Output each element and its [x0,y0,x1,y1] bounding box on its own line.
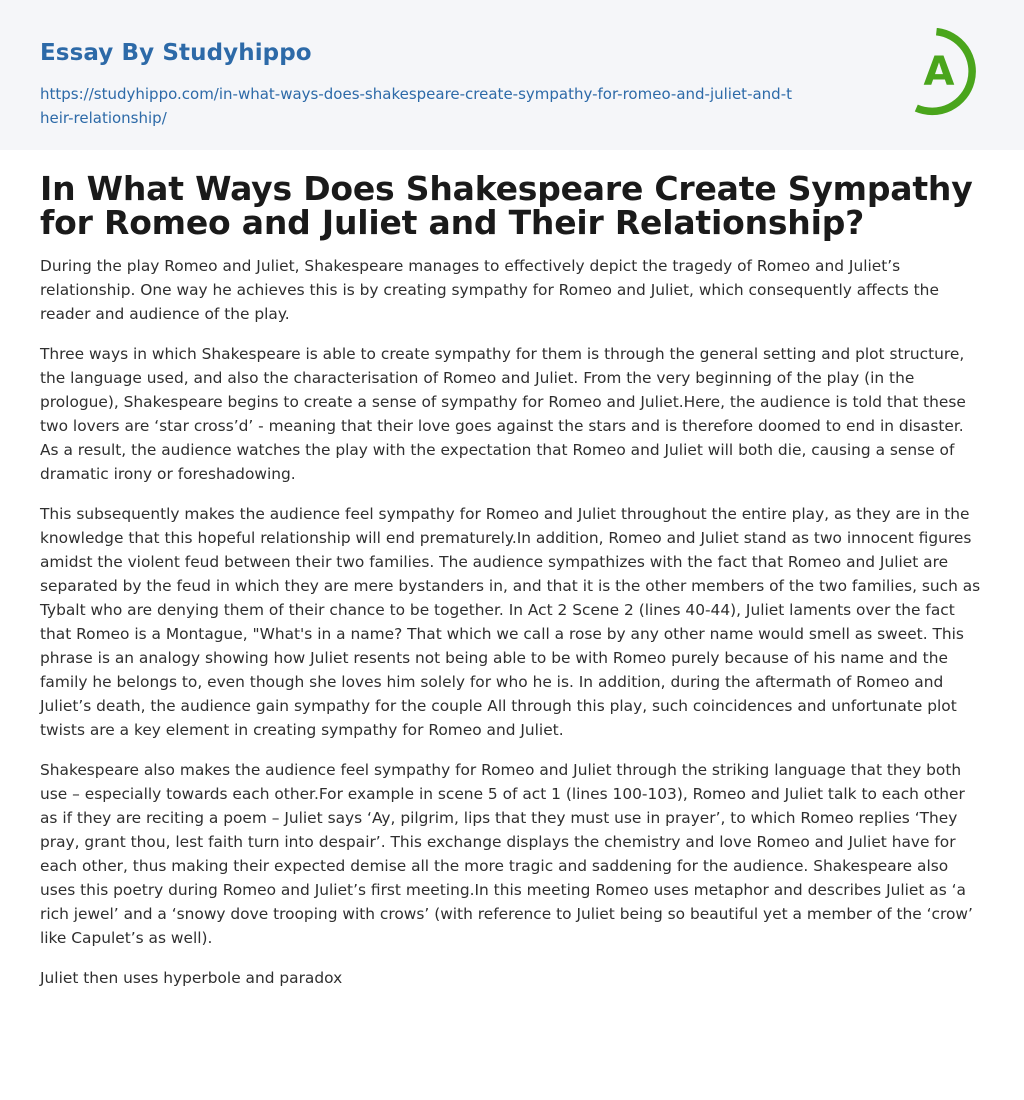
essay-paragraph: This subsequently makes the audience feel sympathy for Romeo and Juliet throughout the entire play, as they are in the knowledge that this hopeful relationship will end prematurely.In addition, Romeo and Juliet stand as two innocent figures amidst the violent feud between their two families. The audience sympathizes with the fact that Romeo and Juliet are separated by the feud in which they are mere bystanders in, and that it is the other members of the two families, such as Tybalt who are denying them of their chance to be together. In Act 2 Scene 2 (lines 40-44), Juliet laments over the fact that Romeo is a Montague, "What's in a name? That which we call a rose by any other name would smell as sweet. This phrase is an analogy showing how Juliet resents not being able to be with Romeo purely because of his name and the family he belongs to, even though she loves him solely for who he is. In addition, during the aftermath of Romeo and Juliet’s death, the audience gain sympathy for the couple All through this play, such coincidences and unfortunate plot twists are a key element in creating sympathy for Romeo and Juliet. [40,505,981,739]
essay-title: In What Ways Does Shakespeare Create Sympathy for Romeo and Juliet and Their Relationship? [40,169,973,242]
site-header [0,0,1024,150]
essay-content [0,169,1024,990]
site-brand[interactable]: Essay By Studyhippo [40,40,312,66]
essay-paragraph: Three ways in which Shakespeare is able to create sympathy for them is through the general setting and plot structure, the language used, and also the characterisation of Romeo and Juliet. From the very beginning of the play (in the prologue), Shakespeare begins to create a sense of sympathy for Romeo and Juliet.Here, the audience is told that these two lovers are ‘star cross’d’ - meaning that their love goes against the stars and is therefore doomed to end in disaster. As a result, the audience watches the play with the expectation that Romeo and Juliet will both die, causing a sense of dramatic irony or foreshadowing. [40,345,966,483]
logo-letter: A [923,49,955,95]
essay-url-link[interactable]: https://studyhippo.com/in-what-ways-does-shakespeare-create-sympathy-for-romeo-and-juliet-and-their-relationship/ [40,85,792,127]
essay-paragraph: During the play Romeo and Juliet, Shakespeare manages to effectively depict the tragedy of Romeo and Juliet’s relationship. One way he achieves this is by creating sympathy for Romeo and Juliet, which consequently affects the reader and audience of the play. [40,257,939,323]
essay-paragraph: Shakespeare also makes the audience feel sympathy for Romeo and Juliet through the striking language that they both use – especially towards each other.For example in scene 5 of act 1 (lines 100-103), Romeo and Juliet talk to each other as if they are reciting a poem – Juliet says ‘Ay, pilgrim, lips that they must use in prayer’, to which Romeo replies ‘They pray, grant thou, lest faith turn into despair’. This exchange displays the chemistry and love Romeo and Juliet have for each other, thus making their expected demise all the more tragic and saddening for the audience. Shakespeare also uses this poetry during Romeo and Juliet’s first meeting.In this meeting Romeo uses metaphor and describes Juliet as ‘a rich jewel’ and a ‘snowy dove trooping with crows’ (with reference to Juliet being so beautiful yet a member of the ‘crow’ like Capulet’s as well). [40,761,973,947]
logo-a-icon [908,28,988,116]
essay-paragraph: Juliet then uses hyperbole and paradox [40,969,343,987]
studyhippo-logo[interactable] [908,28,988,116]
